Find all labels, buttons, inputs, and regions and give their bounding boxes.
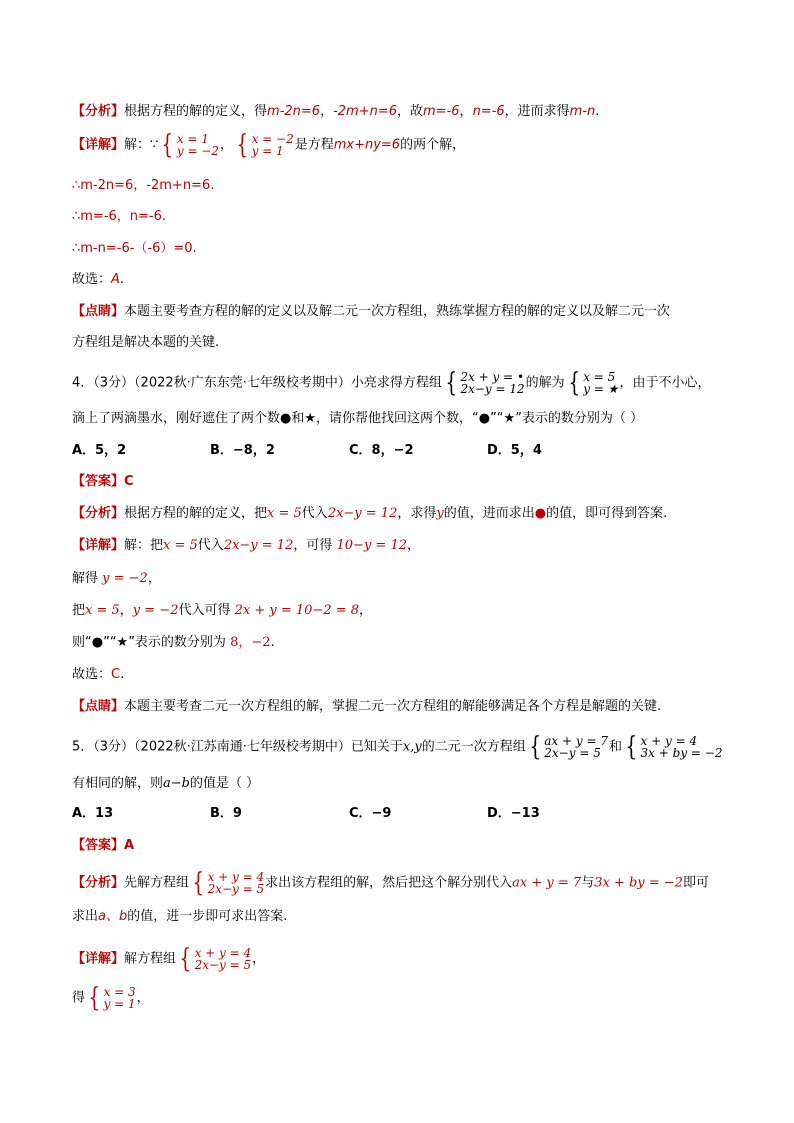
q4-choice: 故选：C. [72,667,125,682]
q5-option-c: C．−9 [349,806,392,821]
q4-step3: 则“●”“★”表示的数分别为 8，−2. [72,635,275,650]
equation-system: { x + y = 4 2x−y = 5 [192,868,265,898]
q3-comment: 【点睛】本题主要考查方程的解的定义以及解二元一次方程组，熟练掌握方程的解的定义以及解二元一次 [72,304,671,319]
q5-stem: 5．（3分）（2022秋·江苏南通·七年级校考期中）已知关于x,y的二元一次方程组 { ax + y = 7 2x−y = 5 和 { x + y = 4 3x + by = −2 [72,732,723,762]
analysis-tag: 【分析】 [72,506,125,521]
q5-option-a: A．13 [72,806,114,821]
comment-tag: 【点睛】 [72,304,125,319]
q3-detail: 【详解】解：∵ { x = 1 y = −2 ， { x = −2 y = 1 是方程mx+ny=6的两个解， [72,130,466,160]
q4-comment: 【点睛】本题主要考查二元一次方程组的解，掌握二元一次方程组的解能够满足各个方程是解题的关键. [72,699,662,714]
equation-system: { x = 1 y = −2 [161,130,219,160]
equation-system: { x = −2 y = 1 [236,130,294,160]
q5-analysis: 【分析】先解方程组 { x + y = 4 2x−y = 5 求出该方程组的解，然后把这个解分别代入ax + y = 7与3x + by = −2即可 [72,868,709,898]
q3-choice: 故选：A. [72,272,125,287]
equation-system: { x + y = 4 3x + by = −2 [625,732,723,762]
q5-stem-line2: 有相同的解，则a−b的值是（ ） [72,776,260,791]
analysis-tag: 【分析】 [72,104,125,119]
detail-tag: 【详解】 [72,137,125,153]
q5-detail: 【详解】解方程组 { x + y = 4 2x−y = 5 ， [72,944,266,974]
q3-analysis: 【分析】根据方程的解的定义，得m-2n=6，-2m+n=6，故m=-6，n=-6，进而求得m-n. [72,104,600,119]
comment-tag: 【点睛】 [72,699,125,714]
q4-answer: 【答案】C [72,474,134,489]
answer-tag: 【答案】 [72,838,125,853]
q5-answer: 【答案】A [72,838,135,853]
q4-analysis: 【分析】根据方程的解的定义，把x = 5代入2x−y = 12，求得y的值，进而求出●的值，即可得到答案. [72,506,668,521]
q4-step1: 解得 y = −2， [72,571,161,586]
analysis-tag: 【分析】 [72,875,125,891]
detail-tag: 【详解】 [72,538,125,553]
q4-option-d: D．5，4 [487,443,542,458]
q4-step2: 把x = 5，y = −2代入可得 2x + y = 10−2 = 8， [72,603,373,618]
q3-step1: ∴m-2n=6，-2m+n=6. [72,178,215,193]
q5-result: 得 { x = 3 y = 1 ， [72,983,150,1013]
q4-detail: 【详解】解：把x = 5代入2x−y = 12，可得 10−y = 12， [72,538,421,553]
q3-step3: ∴m-n=-6-（-6）=0. [72,241,197,256]
q3-comment-line2: 方程组是解决本题的关键. [72,335,220,350]
q4-option-c: C．8，−2 [349,443,414,458]
equation-system: { x + y = 4 2x−y = 5 [179,944,252,974]
q4-option-a: A．5，2 [72,443,127,458]
q5-option-d: D．−13 [487,806,540,821]
q3-step2: ∴m=-6，n=-6. [72,209,167,224]
q4-stem: 4．（3分）（2022秋·广东东莞·七年级校考期中）小亮求得方程组 { 2x + y = • 2x−y = 12 的解为 { x = 5 y = ★ ，由于不小心， [72,368,711,398]
q4-option-b: B．−8，2 [210,443,275,458]
q5-option-b: B．9 [210,806,242,821]
answer-tag: 【答案】 [72,474,125,489]
q4-stem-line2: 滴上了两滴墨水，刚好遮住了两个数●和★，请你帮他找回这两个数，“●”“★”表示的数分别为（ ） [72,411,644,426]
equation-system: { 2x + y = • 2x−y = 12 [445,368,525,398]
equation-system: { x = 5 y = ★ [568,368,619,398]
equation-system: { x = 3 y = 1 [88,983,136,1013]
detail-tag: 【详解】 [72,951,125,967]
q5-analysis-line2: 求出a、b的值，进一步即可求出答案. [72,909,288,924]
equation-system: { ax + y = 7 2x−y = 5 [529,732,608,762]
